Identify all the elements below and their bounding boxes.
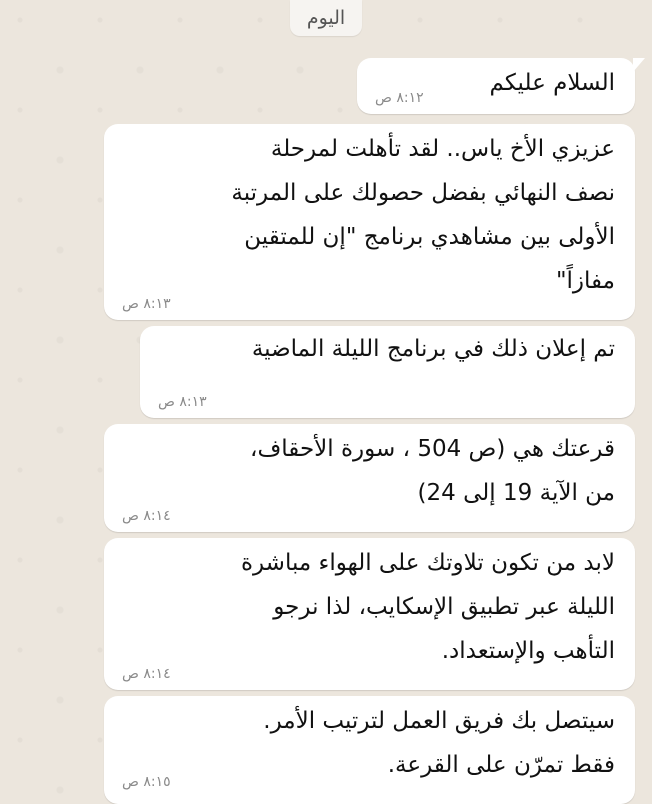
message-text: مفازاً" <box>555 268 615 294</box>
message-text: عزيزي الأخ ياس.. لقد تأهلت لمرحلة <box>270 136 615 162</box>
message-bubble[interactable] <box>104 696 635 804</box>
message-bubble[interactable] <box>357 58 635 114</box>
message-text: فقط تمرّن على القرعة. <box>387 752 615 778</box>
message-text: قرعتك هي (ص 504 ، سورة الأحقاف، <box>250 436 615 462</box>
message-text: التأهب والإستعداد. <box>441 638 615 664</box>
message-time: ٨:١٥ ص <box>122 774 171 790</box>
message-time: ٨:١٢ ص <box>375 90 424 106</box>
message-text: لابد من تكون تلاوتك على الهواء مباشرة <box>240 550 615 576</box>
message-bubble[interactable] <box>104 424 635 532</box>
message-bubble[interactable] <box>140 326 635 418</box>
message-bubble[interactable] <box>104 124 635 320</box>
bubble-tail <box>633 58 645 72</box>
message-time: ٨:١٣ ص <box>122 296 171 312</box>
message-time: ٨:١٣ ص <box>158 394 207 410</box>
message-time: ٨:١٤ ص <box>122 508 171 524</box>
message-text: تم إعلان ذلك في برنامج الليلة الماضية <box>251 336 615 362</box>
message-text: الأولى بين مشاهدي برنامج "إن للمتقين <box>244 224 615 250</box>
message-time: ٨:١٤ ص <box>122 666 171 682</box>
message-text: من الآية 19 إلى 24) <box>417 480 615 506</box>
message-text: السلام عليكم <box>489 70 615 96</box>
date-separator: اليوم <box>290 0 362 36</box>
message-text: نصف النهائي بفضل حصولك على المرتبة <box>231 180 615 206</box>
message-text: سيتصل بك فريق العمل لترتيب الأمر. <box>263 708 615 734</box>
message-bubble[interactable] <box>104 538 635 690</box>
message-text: الليلة عبر تطبيق الإسكايب، لذا نرجو <box>273 594 615 620</box>
